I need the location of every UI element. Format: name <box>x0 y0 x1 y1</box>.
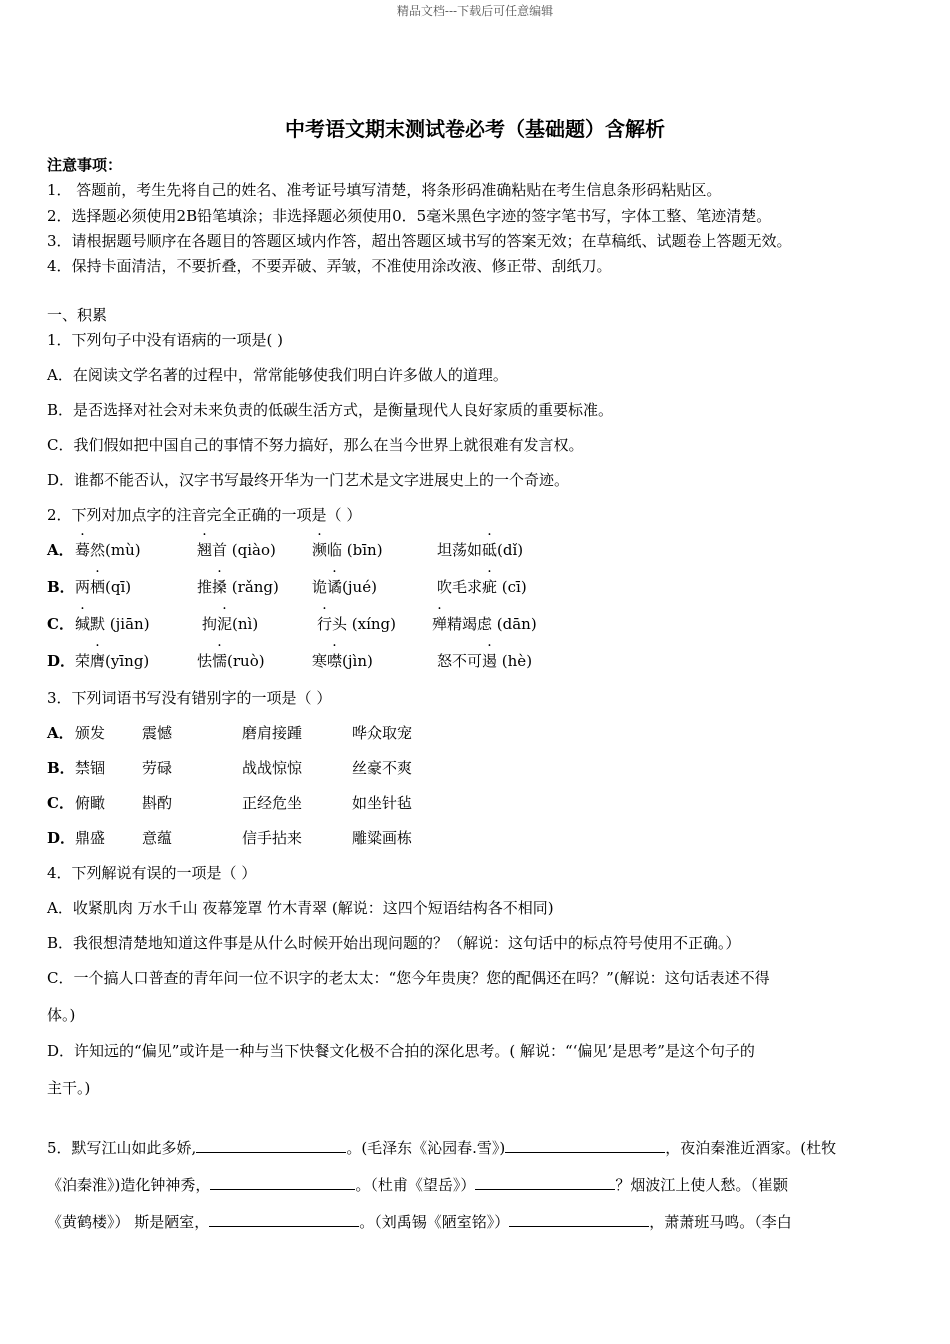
q5-text: 《黄鹤楼》） 斯是陋室， <box>47 1213 210 1231</box>
q4-option-a: A．收紧肌肉 万水千山 夜幕笼罩 竹木青翠 (解说：这四个短语结构各不相同) <box>47 899 554 917</box>
phrase-pre: 坦荡如 <box>437 541 483 559</box>
phrase-pre: 诡 <box>312 578 328 596</box>
notice-item-4: 4．保持卡面清洁，不要折叠，不要弄破、弄皱，不准使用涂改液、修正带、刮纸刀。 <box>47 257 612 275</box>
q5-line-2 <box>47 1174 788 1195</box>
option-label: A． <box>47 724 74 742</box>
word: 磨肩接踵 <box>242 724 303 742</box>
dotted-char: 行 <box>317 615 333 633</box>
q5-text: ？烟波江上使人愁。（崔颢 <box>615 1176 788 1194</box>
answer-blank[interactable] <box>509 1211 649 1227</box>
phrase-post: 默 (jiān) <box>90 615 150 633</box>
q5-text: ，萧萧班马鸣。（李白 <box>649 1213 792 1231</box>
option-label: D． <box>47 829 76 847</box>
word: 丝豪不爽 <box>352 759 413 777</box>
notice-item-2: 2．选择题必须使用2B铅笔填涂；非选择题必须使用0．5毫米黑色字迹的签字笔书写，字体工整、笔迹清楚。 <box>47 207 772 225</box>
q4-option-d: D．许知远的“偏见”或许是一种与当下快餐文化极不合拍的深化思考。( 解说：“‘偏见’是思考”是这个句子的 <box>47 1042 755 1060</box>
phrase-pre: 怒不可 <box>437 652 483 670</box>
dotted-char: 殚 <box>432 615 448 633</box>
dotted-char: 懦 <box>212 652 228 670</box>
phrase-pre: 寒 <box>312 652 328 670</box>
phrase-post: 临 (bīn) <box>327 541 383 559</box>
phrase-post: (jìn) <box>342 652 373 670</box>
phrase <box>317 613 396 634</box>
phrase <box>197 650 265 671</box>
word: 禁锢 <box>75 759 106 777</box>
word: 正经危坐 <box>242 794 303 812</box>
word: 意蕴 <box>142 829 173 847</box>
dotted-char: 翘 <box>197 541 213 559</box>
word: 战战惊惊 <box>242 759 303 777</box>
dotted-char: 蓦 <box>75 541 91 559</box>
phrase <box>312 576 377 597</box>
phrase <box>75 650 149 671</box>
option-label: C． <box>47 615 74 633</box>
phrase-post: (yīng) <box>105 652 150 670</box>
phrase-post: 然(mù) <box>90 541 141 559</box>
word: 斟酌 <box>142 794 173 812</box>
q5-text: 《泊秦淮》)造化钟神秀， <box>47 1176 211 1194</box>
q5-text: 。（刘禹锡《陋室铭》） <box>359 1213 510 1231</box>
phrase-post: (jué) <box>342 578 377 596</box>
phrase <box>75 576 131 597</box>
q1-option-b: B．是否选择对社会对未来负责的低碳生活方式，是衡量现代人良好家质的重要标准。 <box>47 401 614 419</box>
phrase-pre: 拘 <box>202 615 218 633</box>
q5-text: 。（杜甫《望岳》） <box>355 1176 476 1194</box>
phrase-post: (dǐ) <box>497 541 524 559</box>
word: 信手拈来 <box>242 829 303 847</box>
phrase-post: (hè) <box>497 652 533 670</box>
phrase <box>432 613 537 634</box>
q5-text: ，夜泊秦淮近酒家。(杜牧 <box>665 1139 837 1157</box>
dotted-char: 谲 <box>327 578 343 596</box>
q1-option-d: D．谁都不能否认，汉字书写最终开华为一门艺术是文字进展史上的一个奇迹。 <box>47 471 570 489</box>
dotted-char: 濒 <box>312 541 328 559</box>
phrase <box>75 539 141 560</box>
phrase-post: 首 (qiào) <box>212 541 276 559</box>
dotted-char: 栖 <box>90 578 106 596</box>
phrase <box>437 539 523 560</box>
option-label: C． <box>47 794 74 812</box>
notice-item-3: 3．请根据题号顺序在各题目的答题区域内作答，超出答题区域书写的答案无效；在草稿纸、试题卷上答题无效。 <box>47 232 792 250</box>
q5-line-1 <box>47 1137 836 1158</box>
word: 俯瞰 <box>75 794 106 812</box>
word: 鼎盛 <box>75 829 106 847</box>
phrase-pre: 两 <box>75 578 91 596</box>
answer-blank[interactable] <box>210 1174 355 1190</box>
answer-blank[interactable] <box>196 1137 346 1153</box>
dotted-char: 砥 <box>482 541 498 559</box>
word: 颁发 <box>75 724 106 742</box>
phrase-pre: 怯 <box>197 652 213 670</box>
phrase <box>197 539 276 560</box>
phrase <box>197 576 279 597</box>
notice-item-1: 1． 答题前，考生先将自己的姓名、准考证号填写清楚，将条形码准确粘贴在考生信息条形码粘贴区。 <box>47 181 722 199</box>
phrase-post: (qī) <box>105 578 132 596</box>
exam-title: 中考语文期末测试卷必考（基础题）含解析 <box>285 117 665 141</box>
option-label: B． <box>47 578 75 596</box>
dotted-char: 膺 <box>90 652 106 670</box>
word: 震憾 <box>142 724 173 742</box>
dotted-char: 遏 <box>482 652 498 670</box>
q2-stem: 2．下列对加点字的注音完全正确的一项是（ ） <box>47 506 362 524</box>
q1-option-c: C．我们假如把中国自己的事情不努力搞好，那么在当今世界上就很难有发言权。 <box>47 436 584 454</box>
phrase <box>312 650 373 671</box>
word: 雕粱画栋 <box>352 829 413 847</box>
phrase <box>75 613 150 634</box>
phrase-pre: 荣 <box>75 652 91 670</box>
answer-blank[interactable] <box>209 1211 359 1227</box>
q5-text: 5．默写江山如此多娇, <box>47 1139 197 1157</box>
q4-option-c: C．一个搞人口普查的青年问一位不识字的老太太：“您今年贵庚？您的配偶还在吗？”(解说：这句话表述不得 <box>47 969 770 987</box>
phrase-post: 精竭虑 (dān) <box>447 615 537 633</box>
word: 劳碌 <box>142 759 173 777</box>
q5-line-3 <box>47 1211 792 1232</box>
phrase-post: (ruò) <box>227 652 265 670</box>
q4-option-b: B．我很想清楚地知道这件事是从什么时候开始出现问题的？（解说：这句话中的标点符号使用不正确。） <box>47 934 741 952</box>
dotted-char: 泥 <box>217 615 233 633</box>
q4-option-c-cont: 体。) <box>47 1006 76 1024</box>
option-label: A． <box>47 541 74 559</box>
word: 哗众取宠 <box>352 724 413 742</box>
dotted-char: 缄 <box>75 615 91 633</box>
phrase <box>437 576 527 597</box>
dotted-char: 噤 <box>327 652 343 670</box>
phrase <box>437 650 532 671</box>
phrase-pre: 推 <box>197 578 213 596</box>
dotted-char: 疵 <box>482 578 498 596</box>
option-label: D． <box>47 652 76 670</box>
answer-blank[interactable] <box>505 1137 665 1153</box>
dotted-char: 搡 <box>212 578 228 596</box>
phrase-post: (cī) <box>497 578 527 596</box>
q1-option-a: A．在阅读文学名著的过程中，常常能够使我们明白许多做人的道理。 <box>47 366 508 384</box>
q5-text: 。(毛泽东《沁园春.雪》) <box>346 1139 506 1157</box>
phrase-post: 头 (xíng) <box>332 615 397 633</box>
option-label: B． <box>47 759 75 777</box>
phrase-post: (nì) <box>232 615 259 633</box>
answer-blank[interactable] <box>475 1174 615 1190</box>
q4-stem: 4．下列解说有误的一项是（ ） <box>47 864 257 882</box>
word: 如坐针毡 <box>352 794 413 812</box>
q3-stem: 3．下列词语书写没有错别字的一项是（ ） <box>47 689 332 707</box>
q4-option-d-cont: 主干。) <box>47 1079 91 1097</box>
q1-stem: 1．下列句子中没有语病的一项是( ) <box>47 331 284 349</box>
phrase <box>312 539 383 560</box>
page-header: 精品文档---下载后可任意编辑 <box>396 4 554 18</box>
phrase-pre: 吹毛求 <box>437 578 483 596</box>
section-heading: 一、积累 <box>47 306 108 324</box>
notice-heading: 注意事项： <box>47 156 123 174</box>
phrase <box>202 613 258 634</box>
phrase-post: (rǎng) <box>227 578 279 596</box>
